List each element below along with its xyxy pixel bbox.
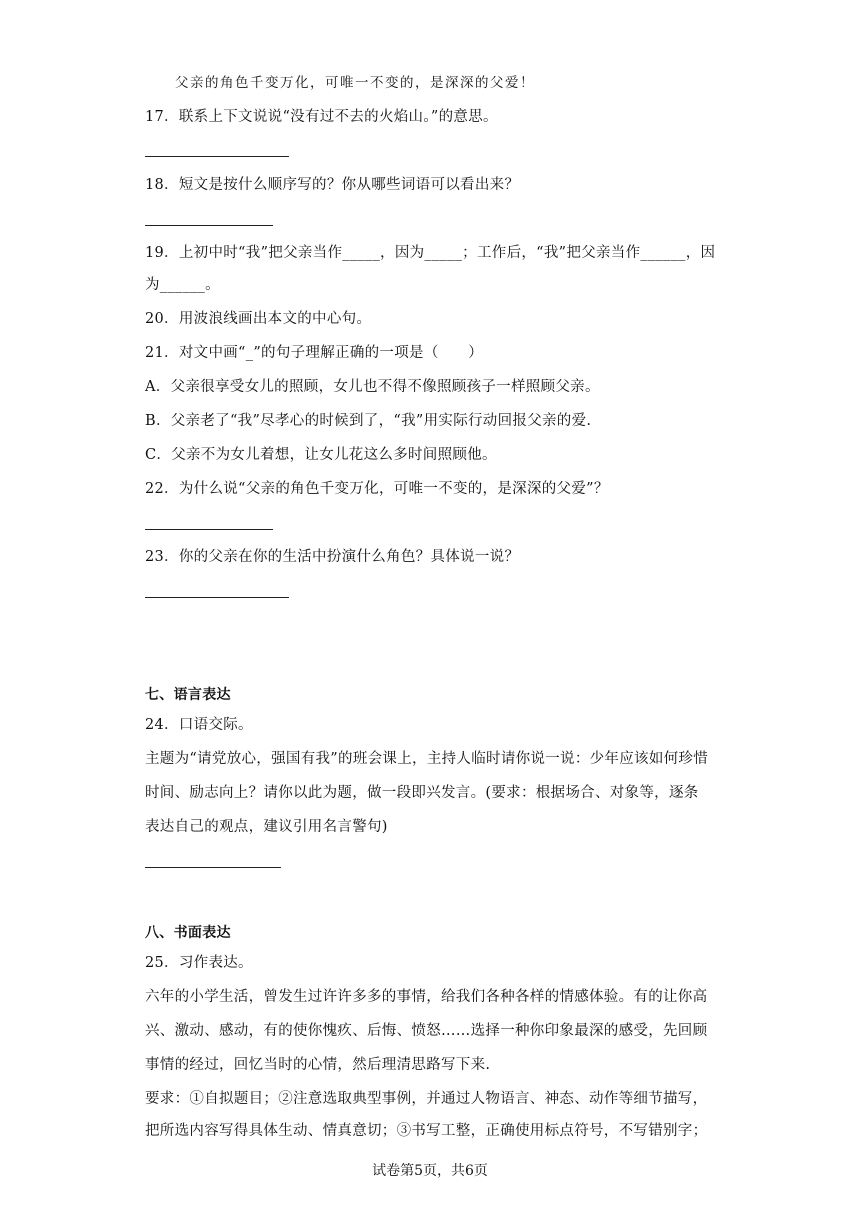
question-25-text-5: 把所选内容写得具体生动、情真意切；③书写工整，正确使用标点符号，不写错别字；: [145, 1123, 708, 1139]
section-7-heading: 七、语言表达: [145, 687, 231, 703]
option-c: C．父亲不为女儿着想，让女儿花这么多时间照顾他。: [145, 447, 497, 463]
question-25-text-4: 要求：①自拟题目；②注意选取典型事例，并通过人物语言、神态、动作等细节描写，: [145, 1091, 708, 1107]
question-25-text-2: 兴、激动、感动，有的使你愧疚、后悔、愤怒……选择一种你印象最深的感受，先回顾: [145, 1023, 708, 1039]
question-25: 25．习作表达。: [145, 955, 253, 971]
answer-line-23[interactable]: [145, 597, 289, 598]
question-24-text-1: 主题为“请党放心，强国有我”的班会课上，主持人临时请你说一说：少年应该如何珍惜: [145, 751, 709, 767]
page-footer: 试卷第5页，共6页: [372, 1163, 488, 1179]
question-25-text-3: 事情的经过，回忆当时的心情，然后理清思路写下来.: [145, 1057, 491, 1073]
passage-conclusion: 父亲的角色千变万化，可唯一不变的，是深深的父爱！: [175, 75, 535, 91]
question-20: 20．用波浪线画出本文的中心句。: [145, 311, 372, 327]
option-b: B．父亲老了“我”尽孝心的时候到了，“我”用实际行动回报父亲的爱.: [145, 413, 592, 429]
question-17: 17．联系上下文说说“没有过不去的火焰山。”的意思。: [145, 109, 498, 125]
answer-line-18[interactable]: [145, 225, 273, 226]
answer-line-22[interactable]: [145, 529, 273, 530]
question-19-cont: 为______。: [145, 277, 220, 293]
question-24-text-2: 时间、励志向上？请你以此为题，做一段即兴发言。(要求：根据场合、对象等，逐条: [145, 785, 699, 801]
answer-line-24[interactable]: [145, 867, 281, 868]
question-22: 22．为什么说“父亲的角色千变万化，可唯一不变的，是深深的父爱”？: [145, 481, 609, 497]
question-18: 18．短文是按什么顺序写的？你从哪些词语可以看出来？: [145, 177, 520, 193]
question-21: 21．对文中画“_”的句子理解正确的一项是（ ）: [145, 345, 484, 361]
option-a: A．父亲很享受女儿的照顾，女儿也不得不像照顾孩子一样照顾父亲。: [145, 379, 600, 395]
question-24: 24．口语交际。: [145, 717, 253, 733]
question-19: 19．上初中时“我”把父亲当作_____，因为_____；工作后，“我”把父亲当作______，因: [145, 245, 716, 261]
question-25-text-1: 六年的小学生活，曾发生过许许多多的事情，给我们各种各样的情感体验。有的让你高: [145, 989, 708, 1005]
question-23: 23．你的父亲在你的生活中扮演什么角色？具体说一说？: [145, 549, 520, 565]
answer-line-17[interactable]: [145, 156, 289, 157]
section-8-heading: 八、书面表达: [145, 925, 231, 941]
question-24-text-3: 表达自己的观点，建议引用名言警句): [145, 819, 388, 835]
